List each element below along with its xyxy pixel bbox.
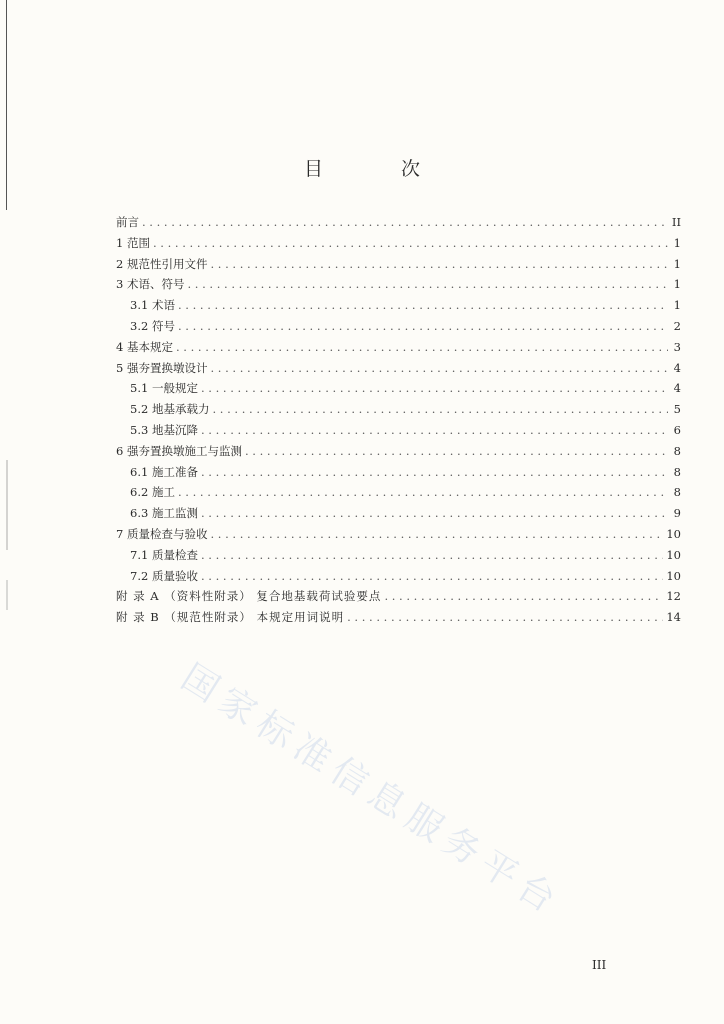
toc-entry[interactable]: [116, 503, 681, 524]
toc-entry[interactable]: [116, 524, 681, 545]
page-number: III: [592, 958, 607, 972]
toc-entry[interactable]: [116, 358, 681, 379]
toc-entry[interactable]: [116, 586, 681, 607]
toc-leader-dots: [176, 337, 668, 358]
toc-leader-dots: [142, 212, 668, 233]
table-of-contents: [116, 212, 681, 628]
toc-leader-dots: [187, 274, 668, 295]
toc-leader-dots: [153, 233, 668, 254]
toc-entry-label: 2 规范性引用文件: [116, 256, 208, 271]
toc-leader-dots: [201, 503, 668, 524]
toc-entry-page: 10: [666, 526, 681, 541]
toc-entry[interactable]: [116, 378, 681, 399]
toc-leader-dots: [210, 358, 668, 379]
toc-leader-dots: [210, 524, 663, 545]
toc-entry-page: 9: [673, 506, 681, 521]
toc-leader-dots: [245, 441, 668, 462]
toc-entry-label: 前言: [116, 215, 139, 229]
toc-leader-dots: [201, 566, 663, 587]
toc-entry-label: 6.2 施工: [130, 485, 175, 500]
toc-entry[interactable]: [116, 441, 681, 462]
toc-entry[interactable]: [116, 295, 681, 316]
toc-entry-label: 3 术语、符号: [116, 277, 185, 292]
toc-entry-page: 1: [673, 298, 681, 313]
toc-leader-dots: [347, 607, 663, 628]
toc-entry-page: 4: [673, 360, 681, 375]
toc-entry-label: 5 强夯置换墩设计: [116, 360, 208, 375]
toc-entry-page: 5: [673, 402, 681, 417]
toc-entry[interactable]: [116, 274, 681, 295]
toc-entry[interactable]: [116, 566, 681, 587]
toc-entry[interactable]: [116, 462, 681, 483]
toc-entry-page: 1: [673, 256, 681, 271]
toc-entry-page: II: [671, 215, 681, 229]
toc-entry-page: 8: [673, 443, 681, 458]
toc-leader-dots: [201, 545, 663, 566]
toc-entry-page: 8: [673, 464, 681, 479]
page-title: 目 次: [303, 158, 457, 180]
toc-entry-page: 2: [673, 318, 681, 333]
toc-entry-label: 3.1 术语: [130, 298, 175, 313]
toc-entry-page: 12: [666, 589, 681, 604]
toc-entry-label: 7.1 质量检查: [130, 547, 198, 562]
scan-edge-specks: [6, 460, 8, 550]
toc-entry[interactable]: [116, 482, 681, 503]
toc-entry-label: 7 质量检查与验收: [116, 526, 208, 541]
toc-entry-page: 10: [666, 568, 681, 583]
toc-entry-label: 6.3 施工监测: [130, 506, 198, 521]
toc-entry-label: 1 范围: [116, 235, 150, 250]
toc-leader-dots: [201, 378, 668, 399]
toc-entry-label: 6.1 施工准备: [130, 464, 198, 479]
toc-entry-page: 1: [673, 277, 681, 292]
toc-entry-label: 6 强夯置换墩施工与监测: [116, 443, 242, 458]
toc-leader-dots: [212, 399, 668, 420]
toc-entry[interactable]: [116, 399, 681, 420]
toc-entry[interactable]: [116, 254, 681, 275]
toc-entry-label: 5.2 地基承载力: [130, 402, 210, 417]
toc-entry[interactable]: [116, 212, 681, 233]
toc-entry-label: 7.2 质量验收: [130, 568, 198, 583]
toc-entry[interactable]: [116, 545, 681, 566]
toc-entry[interactable]: [116, 233, 681, 254]
toc-entry-label: 5.1 一般规定: [130, 381, 198, 396]
toc-entry-page: 4: [673, 381, 681, 396]
toc-entry-label: 4 基本规定: [116, 339, 173, 354]
toc-entry-label: 5.3 地基沉降: [130, 422, 198, 437]
scan-edge-specks-lower: [6, 580, 8, 610]
toc-entry-page: 8: [673, 485, 681, 500]
toc-entry-label: 3.2 符号: [130, 318, 175, 333]
toc-leader-dots: [210, 254, 668, 275]
toc-leader-dots: [384, 586, 663, 607]
toc-entry-page: 14: [666, 610, 681, 625]
toc-entry[interactable]: [116, 607, 681, 628]
toc-leader-dots: [201, 462, 668, 483]
toc-leader-dots: [201, 420, 668, 441]
toc-entry-label: 附 录 B （规范性附录） 本规定用词说明: [116, 610, 345, 625]
toc-leader-dots: [178, 482, 668, 503]
toc-entry-page: 10: [666, 547, 681, 562]
toc-entry-page: 6: [673, 422, 681, 437]
toc-leader-dots: [178, 316, 668, 337]
toc-entry[interactable]: [116, 316, 681, 337]
toc-entry-page: 1: [673, 235, 681, 250]
toc-entry-page: 3: [673, 339, 681, 354]
toc-leader-dots: [178, 295, 668, 316]
toc-entry[interactable]: [116, 337, 681, 358]
toc-entry[interactable]: [116, 420, 681, 441]
toc-entry-label: 附 录 A （资料性附录） 复合地基载荷试验要点: [116, 589, 382, 604]
watermark: 国家标准信息服务平台: [174, 656, 569, 925]
